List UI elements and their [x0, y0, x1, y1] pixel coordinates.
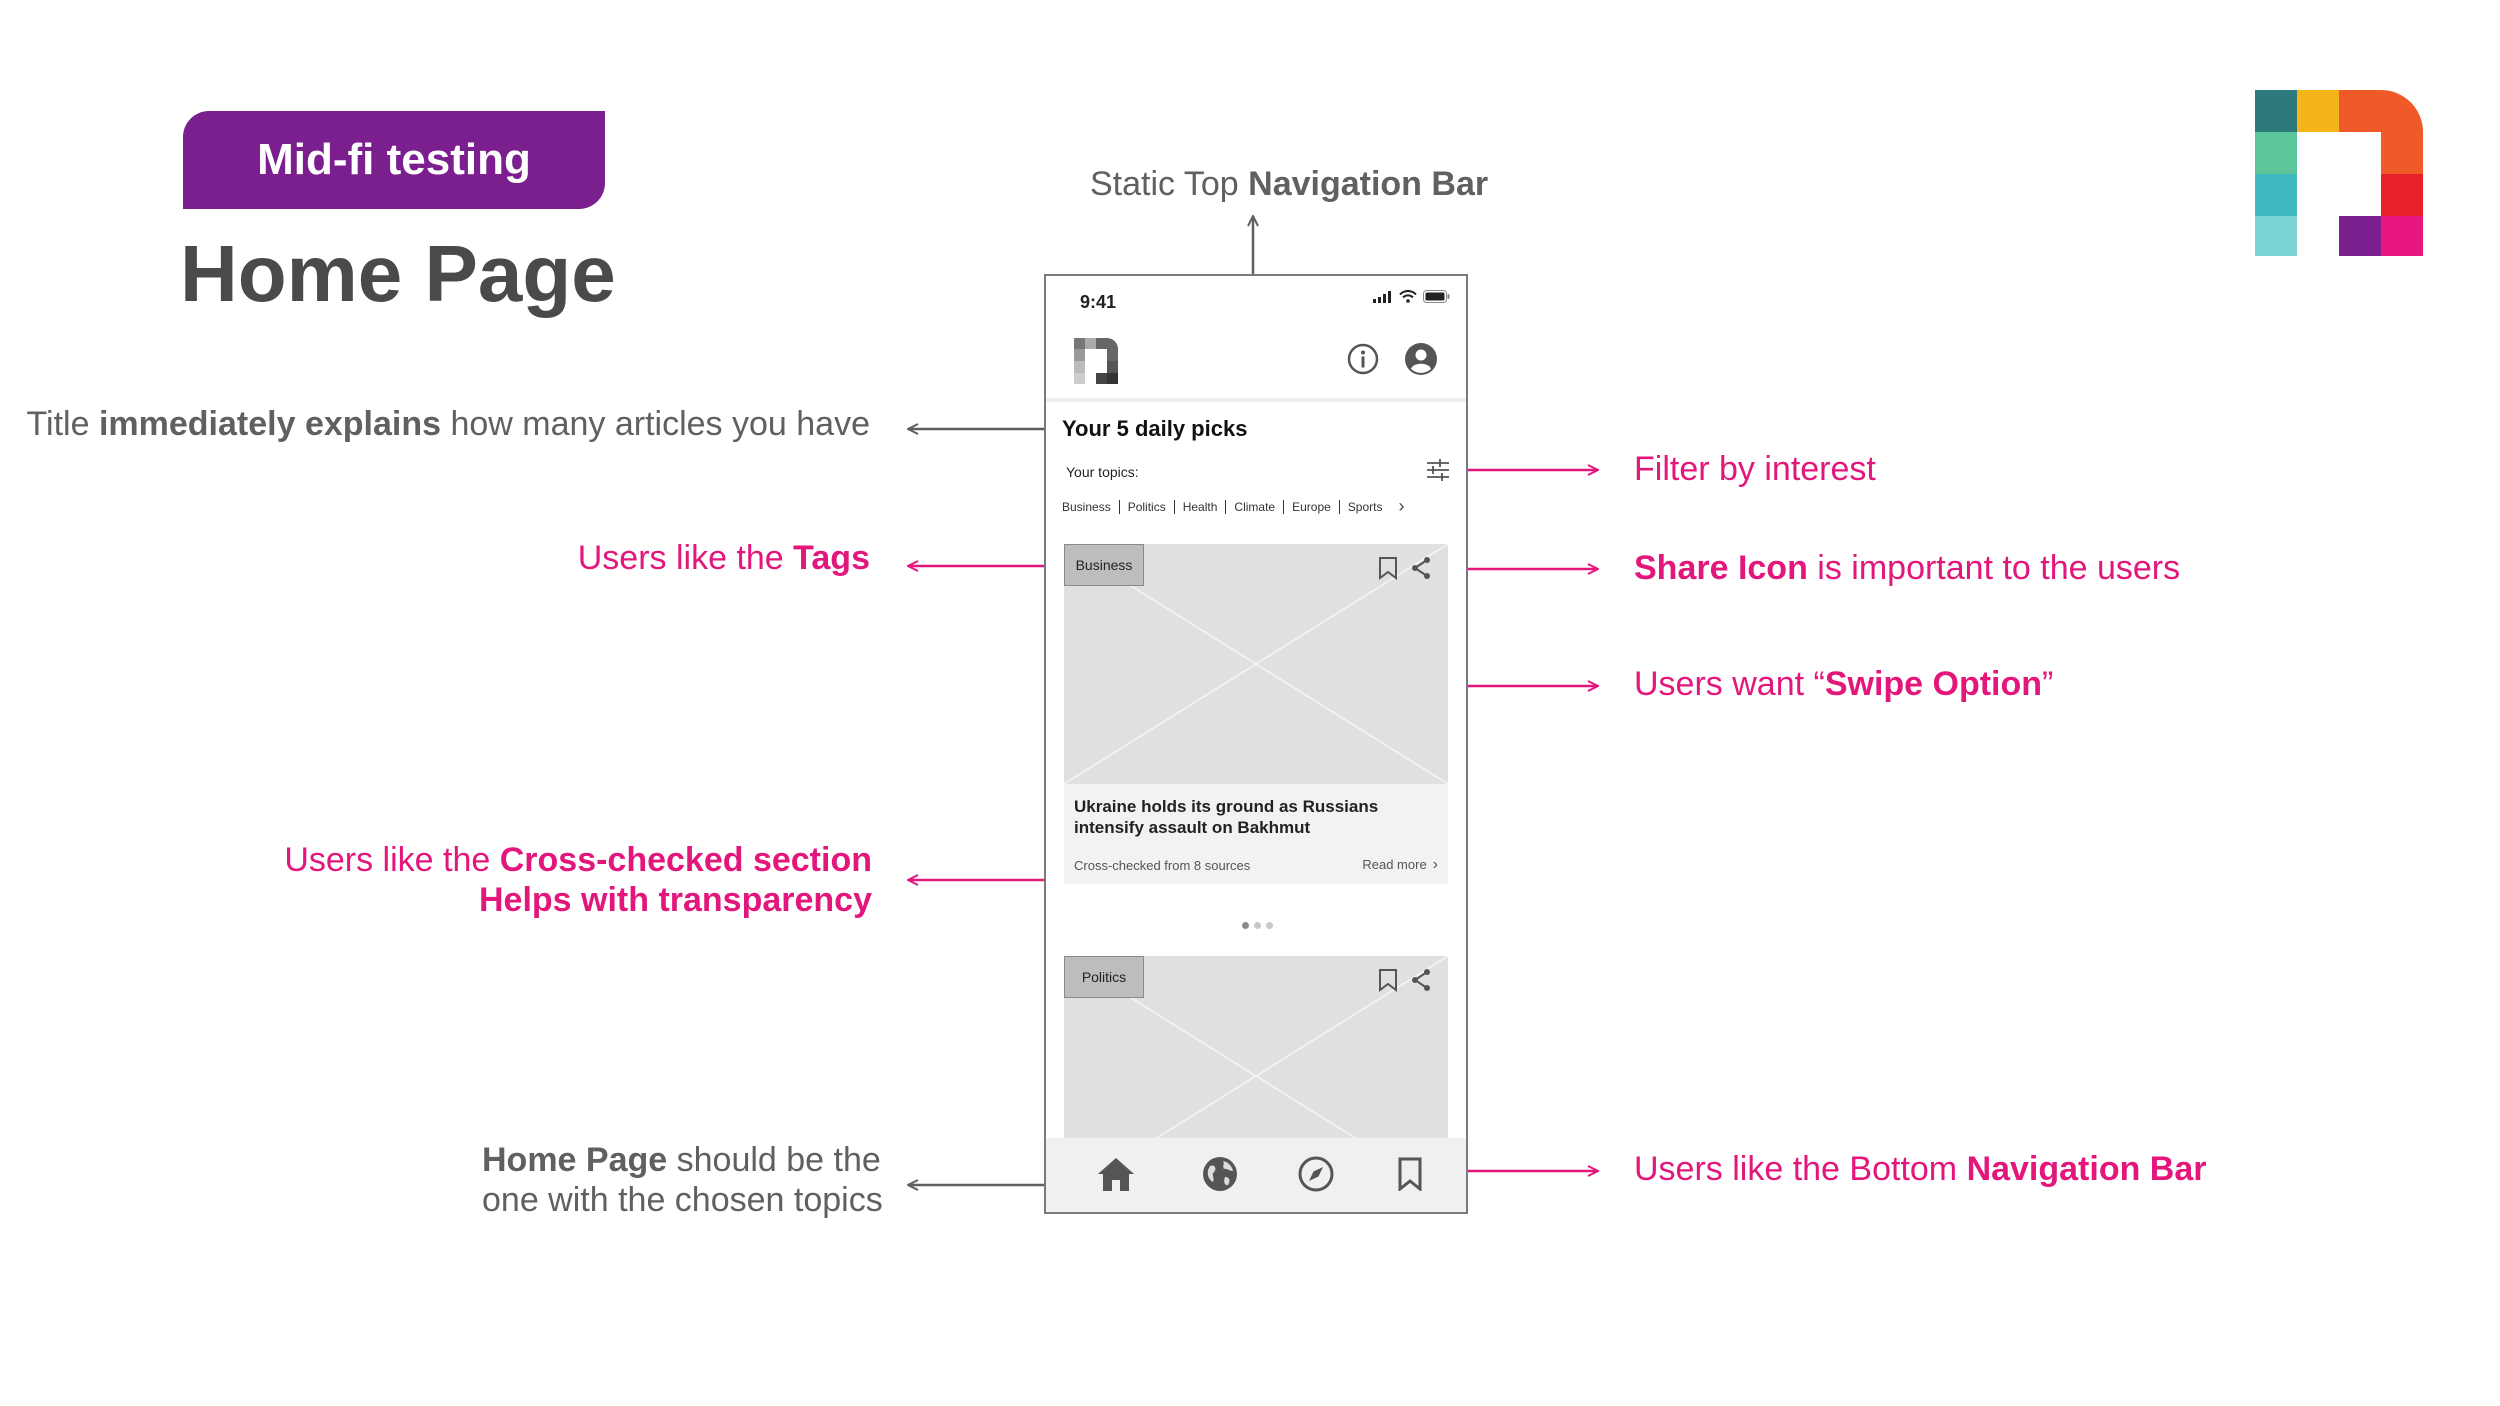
carousel-dot[interactable] — [1254, 922, 1261, 929]
topic-europe[interactable]: Europe — [1283, 500, 1339, 514]
article-headline: Ukraine holds its ground as Russians intensify assault on Bakhmut — [1074, 797, 1379, 837]
annotation-cross-checked-line1: Users like the Cross-checked section — [284, 841, 872, 879]
feed-title: Your 5 daily picks — [1062, 416, 1248, 441]
nav-explore[interactable] — [1292, 1150, 1340, 1198]
wifi-icon — [1399, 290, 1417, 303]
topics-chevron-right-icon[interactable]: › — [1398, 496, 1405, 516]
status-icons — [1373, 290, 1450, 303]
bookmark-icon[interactable] — [1378, 968, 1398, 992]
carousel-dots[interactable] — [1242, 922, 1273, 929]
tag-business[interactable]: Business — [1064, 544, 1144, 586]
carousel-dot[interactable] — [1266, 922, 1273, 929]
signal-icon — [1373, 291, 1393, 303]
article-card-body[interactable] — [1064, 784, 1448, 884]
globe-icon — [1201, 1155, 1239, 1193]
tag-politics[interactable]: Politics — [1064, 956, 1144, 998]
topics-row — [1062, 496, 1404, 517]
nav-home[interactable] — [1092, 1150, 1140, 1198]
read-more-chevron-icon: › — [1432, 856, 1438, 873]
annotation-swipe: Users want “Swipe Option” — [1634, 665, 2054, 703]
annotation-home-line1: Home Page should be the — [482, 1141, 881, 1179]
page-title: Home Page — [180, 229, 616, 318]
share-icon[interactable] — [1410, 968, 1432, 992]
annotation-share: Share Icon is important to the users — [1634, 549, 2181, 587]
annotation-tags: Users like the Tags — [577, 539, 870, 577]
annotation-filter: Filter by interest — [1634, 450, 1876, 488]
status-time: 9:41 — [1080, 292, 1117, 312]
topic-health[interactable]: Health — [1174, 500, 1226, 514]
annotation-cross-checked-line2: Helps with transparency — [478, 881, 872, 919]
annotation-home-page — [482, 1140, 883, 1220]
profile-icon[interactable] — [1404, 342, 1438, 376]
bookmark-icon — [1397, 1157, 1423, 1191]
topics-label: Your topics: — [1066, 464, 1139, 480]
home-icon — [1096, 1155, 1136, 1193]
topic-politics[interactable]: Politics — [1119, 500, 1174, 514]
topic-sports[interactable]: Sports — [1339, 500, 1391, 514]
annotation-cross-checked — [284, 840, 872, 920]
annotation-top-nav: Static Top Navigation Bar — [1090, 165, 1489, 203]
read-more-link[interactable]: Read more › — [1362, 856, 1438, 873]
app-logo — [1074, 338, 1118, 384]
filter-icon[interactable] — [1426, 458, 1450, 482]
share-icon[interactable] — [1410, 556, 1432, 580]
cross-checked-label: Cross-checked from 8 sources — [1074, 858, 1251, 873]
annotation-bottom-nav: Users like the Bottom Navigation Bar — [1634, 1150, 2207, 1188]
bookmark-icon[interactable] — [1378, 556, 1398, 580]
annotation-home-line2: one with the chosen topics — [482, 1181, 883, 1219]
topic-climate[interactable]: Climate — [1225, 500, 1283, 514]
battery-icon — [1423, 290, 1450, 303]
compass-icon — [1297, 1155, 1335, 1193]
nav-world[interactable] — [1196, 1150, 1244, 1198]
bottom-navigation-bar — [1046, 1138, 1466, 1212]
phone-wireframe — [1044, 274, 1468, 1214]
annotation-title-explains: Title immediately explains how many articles you have — [26, 405, 870, 443]
nav-saved[interactable] — [1386, 1150, 1434, 1198]
info-icon[interactable] — [1346, 342, 1380, 376]
topic-business[interactable]: Business — [1062, 499, 1111, 514]
mid-fi-badge-label: Mid-fi testing — [257, 135, 531, 184]
carousel-dot[interactable] — [1242, 922, 1249, 929]
top-nav-divider — [1046, 398, 1466, 402]
